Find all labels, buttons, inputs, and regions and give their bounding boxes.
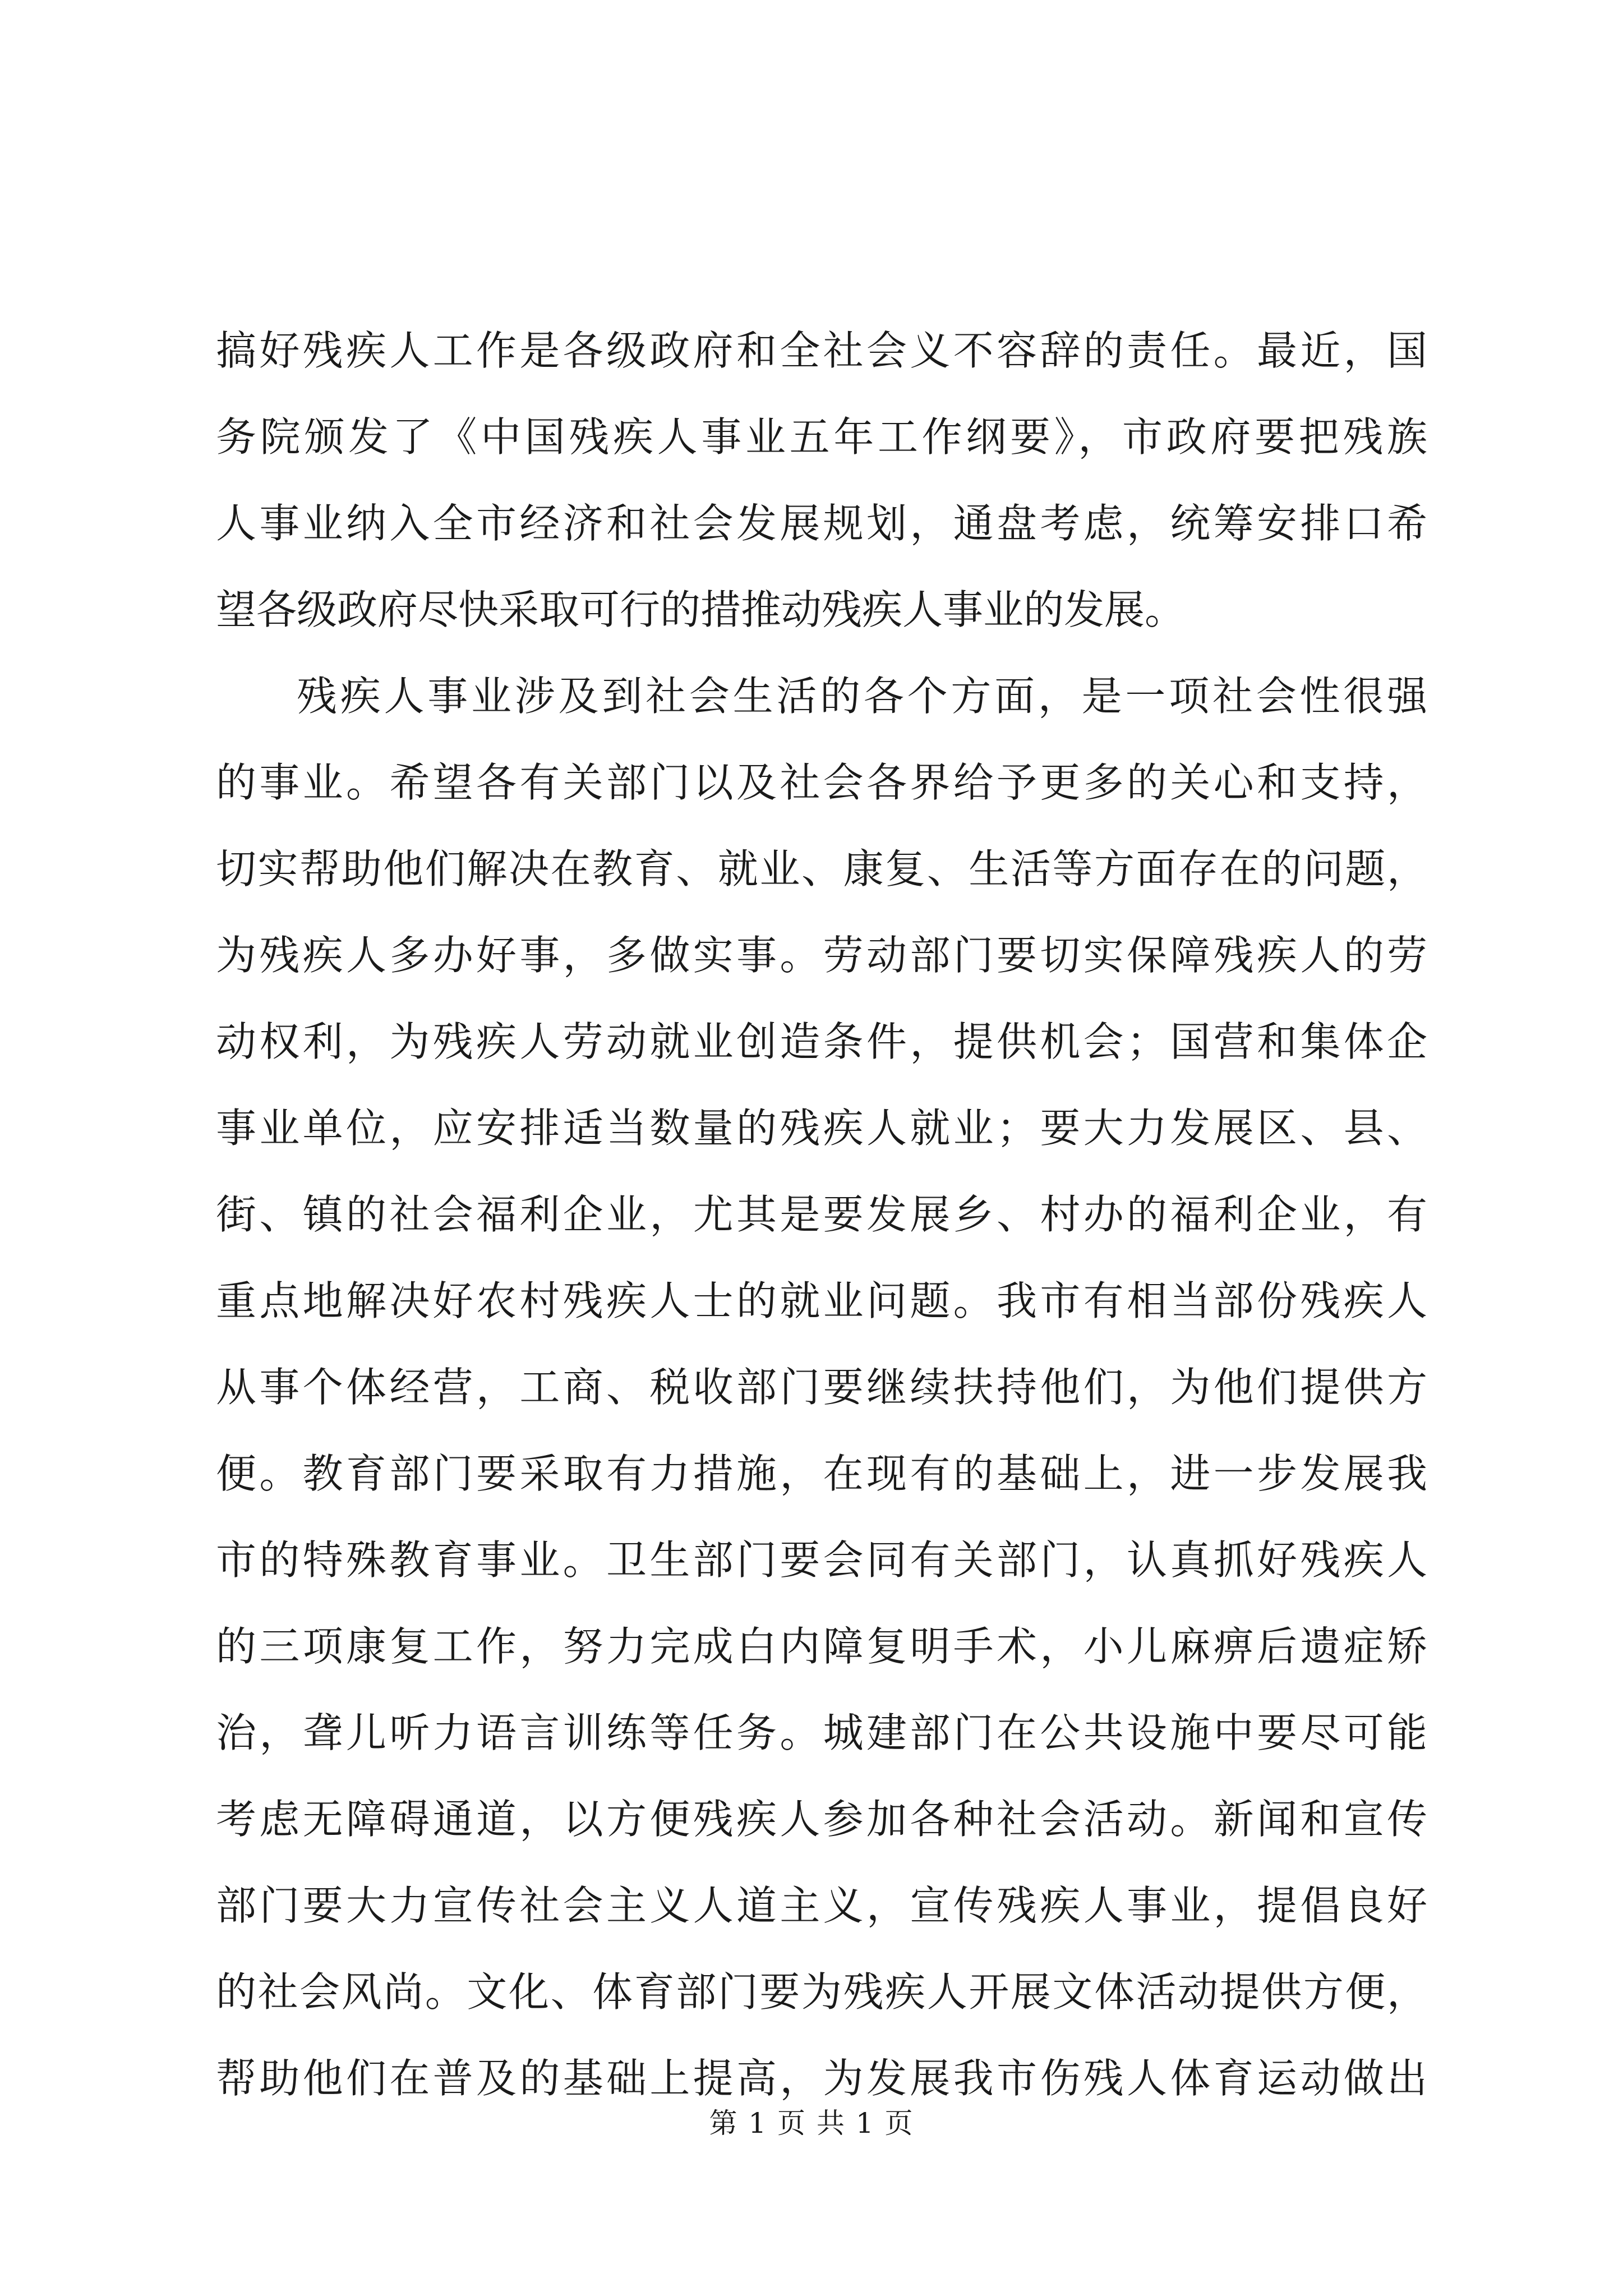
text-line: 切实帮助他们解决在教育、就业、康复、生活等方面存在的问题，: [216, 845, 1427, 892]
text-line: 残疾人事业涉及到社会生活的各个方面，是一项社会性很强: [297, 673, 1427, 720]
text-line: 搞好残疾人工作是各级政府和全社会义不容辞的责任。最近，国: [216, 327, 1427, 374]
document-body: [216, 307, 1427, 2122]
paragraph-2: [216, 653, 1427, 2122]
text-line: 的事业。希望各有关部门以及社会各界给予更多的关心和支持，: [216, 759, 1427, 806]
text-line: 为残疾人多办好事，多做实事。劳动部门要切实保障残疾人的劳: [216, 932, 1427, 979]
text-line: 务院颁发了《中国残疾人事业五年工作纲要》，市政府要把残族: [216, 413, 1427, 461]
text-line: 治，聋儿听力语言训练等任务。城建部门在公共设施中要尽可能: [216, 1709, 1427, 1756]
text-line: 的三项康复工作，努力完成白内障复明手术，小儿麻痹后遗症矫: [216, 1623, 1427, 1670]
text-line: 部门要大力宣传社会主义人道主义，宣传残疾人事业，提倡良好: [216, 1882, 1427, 1929]
text-line: 人事业纳入全市经济和社会发展规划，通盘考虑，统筹安排口希: [216, 500, 1427, 547]
page-number-footer: 第 1 页 共 1 页: [709, 2107, 914, 2139]
text-line: 便。教育部门要采取有力措施，在现有的基础上，进一步发展我: [216, 1450, 1427, 1497]
text-line: 街、镇的社会福利企业，尤其是要发展乡、村办的福利企业，有: [216, 1191, 1427, 1238]
paragraph-1: [216, 307, 1427, 653]
text-line: 考虑无障碍通道，以方便残疾人参加各种社会活动。新闻和宣传: [216, 1796, 1427, 1843]
text-line: 的社会风尚。文化、体育部门要为残疾人开展文体活动提供方便，: [216, 1968, 1427, 2016]
text-line: 市的特殊教育事业。卫生部门要会同有关部门，认真抓好残疾人: [216, 1536, 1427, 1584]
text-line: 事业单位，应安排适当数量的残疾人就业；要大力发展区、县、: [216, 1105, 1427, 1152]
text-line: 望各级政府尽快采取可行的措推动残疾人事业的发展。: [216, 586, 1186, 633]
text-line: 重点地解决好农村残疾人士的就业问题。我市有相当部份残疾人: [216, 1277, 1427, 1324]
text-line: 动权利，为残疾人劳动就业创造条件，提供机会；国营和集体企: [216, 1018, 1427, 1065]
text-line: 从事个体经营，工商、税收部门要继续扶持他们，为他们提供方: [216, 1364, 1427, 1411]
text-line: 帮助他们在普及的基础上提高，为发展我市伤残人体育运动做出: [216, 2055, 1427, 2102]
